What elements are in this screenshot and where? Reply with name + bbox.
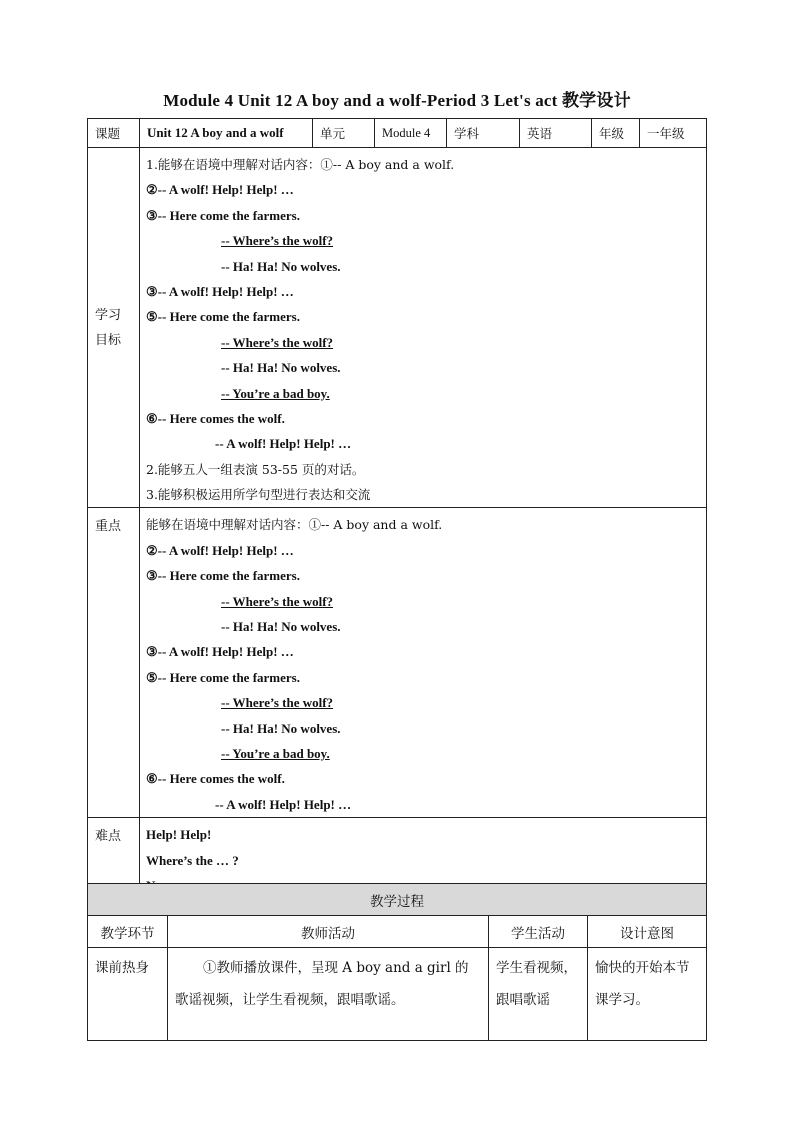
keypoint-line: -- You’re a bad boy. [221,745,330,761]
objective-line: ②-- A wolf! Help! Help! … [146,182,294,198]
objective-line: ③-- Here come the farmers. [146,207,300,223]
objective-line: -- Where’s the wolf? [221,233,334,249]
objective-line: -- Ha! Ha! No wolves. [221,360,341,376]
design-intent-cell: 愉快的开始本节课学习。 [588,948,707,1041]
objective-line: 1.能够在语境中理解对话内容：①-- A boy and a wolf. [146,157,455,172]
student-activity-cell: 学生看视频，跟唱歌谣 [489,948,588,1041]
objective-line: ⑤-- Here come the farmers. [146,309,300,325]
keypoint-line: ②-- A wolf! Help! Help! … [146,542,294,558]
column-header-teacher: 教师活动 [168,916,489,948]
unit-value: Module 4 [375,119,447,148]
teacher-activity-cell: ①教师播放课件，呈现 A boy and a girl 的歌谣视频，让学生看视频，跟唱歌谣。 [168,948,489,1041]
objective-line: -- Ha! Ha! No wolves. [221,258,341,274]
objectives-label [88,148,140,508]
keypoint-line: ⑥-- Here comes the wolf. [146,771,285,787]
objectives-content [140,148,707,508]
objective-line: ③-- A wolf! Help! Help! … [146,283,294,299]
objective-line: -- A wolf! Help! Help! … [215,436,352,452]
process-section-title: 教学过程 [88,884,707,916]
keypoint-line: -- Ha! Ha! No wolves. [221,720,341,736]
column-header-student: 学生活动 [489,916,588,948]
column-header-stage: 教学环节 [88,916,168,948]
objective-line: 2.能够五人一组表演 53-55 页的对话。 [146,461,365,477]
subject-value: 英语 [520,119,592,148]
keypoint-line: -- Where’s the wolf? [221,695,334,711]
keypoints-label: 重点 [88,508,140,818]
grade-value: 一年级 [640,119,707,148]
lesson-info-table [87,118,707,899]
objective-line: ⑥-- Here comes the wolf. [146,410,285,426]
difficulty-line: Where’s the … ? [146,852,239,868]
keypoint-line: -- A wolf! Help! Help! … [215,796,352,812]
keypoints-content [140,508,707,818]
grade-label: 年级 [592,119,640,148]
objectives-label-text: 学习 目标 [95,307,122,348]
topic-label: 课题 [88,119,140,148]
objective-line: -- You’re a bad boy. [221,385,330,401]
difficulties-label: 难点 [88,818,140,899]
objective-line: -- Where’s the wolf? [221,334,334,350]
objective-line: 3.能够积极运用所学句型进行表达和交流 [146,487,371,503]
topic-value: Unit 12 A boy and a wolf [140,119,313,148]
keypoint-line: -- Ha! Ha! No wolves. [221,619,341,635]
teaching-process-table [87,883,707,1041]
subject-label: 学科 [447,119,520,148]
keypoint-line: ③-- Here come the farmers. [146,568,300,584]
unit-label: 单元 [313,119,375,148]
page-title: Module 4 Unit 12 A boy and a wolf-Period 3 Let's act 教学设计 [163,91,631,110]
table-row [88,948,707,1041]
keypoint-line: 能够在语境中理解对话内容：①-- A boy and a wolf. [146,517,443,533]
stage-cell: 课前热身 [88,948,168,1041]
keypoint-line: ③-- A wolf! Help! Help! … [146,644,294,660]
keypoint-line: -- Where’s the wolf? [221,593,334,609]
keypoint-line: ⑤-- Here come the farmers. [146,669,300,685]
column-header-intent: 设计意图 [588,916,707,948]
difficulty-line: Help! Help! [146,827,212,843]
